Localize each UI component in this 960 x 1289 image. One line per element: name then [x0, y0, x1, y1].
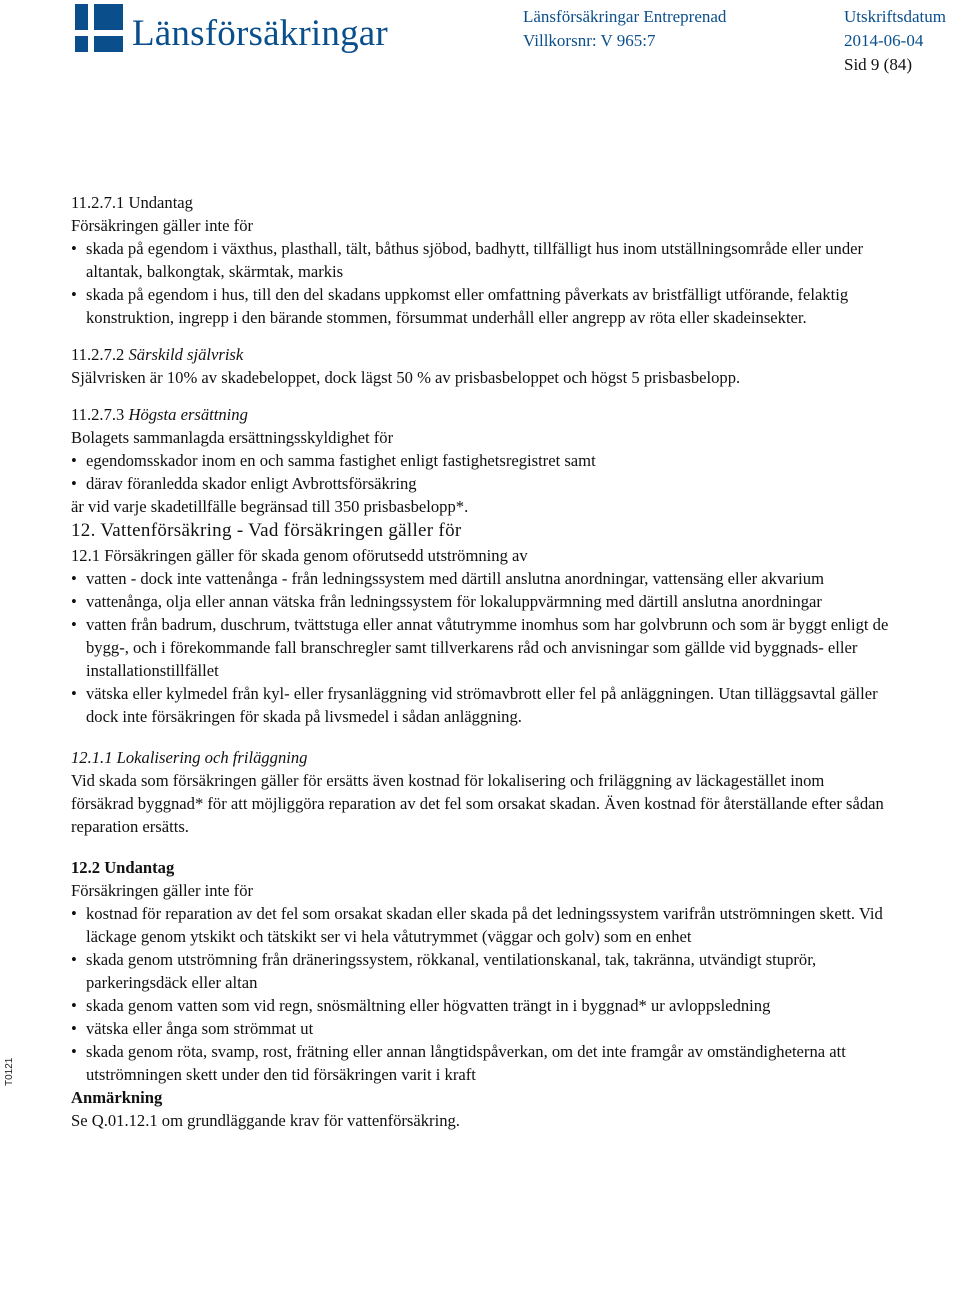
header-print-label: Utskriftsdatum	[844, 7, 946, 26]
section-title-text: Särskild självrisk	[128, 345, 244, 364]
section-outro: är vid varje skadetillfälle begränsad till 350 prisbasbelopp*.	[71, 497, 469, 516]
section-12-1	[71, 544, 891, 728]
list-item: • egendomsskador inom en och samma fastighet enligt fastighetsregistret samt	[71, 449, 891, 472]
list-item: • vätska eller kylmedel från kyl- eller frysanläggning vid strömavbrott eller fel på anläggningen. Utan tilläggsavtal gäller dock inte försäkringen för skada på livsmedel i sådan anläggning.	[71, 682, 891, 728]
section-text: Självrisken är 10% av skadebeloppet, dock lägst 50 % av prisbasbeloppet och högst 5 prisbasbelopp.	[71, 368, 741, 387]
list-item: • skada på egendom i hus, till den del skadans uppkomst eller omfattning påverkats av bristfälligt utförande, felaktig konstruktion, ingrepp i den bärande stommen, försummat underhåll eller angrepp av röta eller skadeinsekter.	[71, 283, 891, 329]
section-12-2	[71, 856, 891, 1132]
list-item: • vatten från badrum, duschrum, tvättstuga eller annat våtutrymme inomhus som har golvbrunn och som är byggt enligt de bygg-, och i förekommande fall branschregler samt tillverkarens råd och anvisningar som gällde vid byggnads- eller installationstillfället	[71, 613, 891, 682]
logo-wordmark: Länsförsäkringar	[132, 13, 388, 54]
section-intro: Försäkringen gäller inte för	[71, 881, 254, 900]
bullet-list	[71, 902, 891, 1086]
note-label: Anmärkning	[71, 1088, 163, 1107]
section-title: 12.1.1 Lokalisering och friläggning	[71, 748, 308, 767]
bullet-list	[71, 449, 891, 495]
list-item: • skada på egendom i växthus, plasthall, tält, båthus sjöbod, badhytt, tillfälligt hus inom utställningsområde eller under altantak, balkongtak, skärmtak, markis	[71, 237, 891, 283]
section-title-text: Högsta ersättning	[128, 405, 248, 424]
section-title: 11.2.7.1 Undantag	[71, 193, 193, 212]
bullet-list	[71, 567, 891, 728]
header-print-date: 2014-06-04	[844, 31, 924, 50]
section-12-1-1	[71, 746, 891, 838]
note-text: Se Q.01.12.1 om grundläggande krav för vattenförsäkring.	[71, 1111, 460, 1130]
section-title	[71, 343, 891, 366]
section-text: Vid skada som försäkringen gäller för ersätts även kostnad för lokalisering och friläggning av läckagestället inom försäkrad byggnad* för att möjliggöra reparation av det fel som orsakat skadan. Även kostnad för återställande efter sådan reparation ersätts.	[71, 771, 884, 836]
document-body	[71, 191, 891, 1132]
chapter-12-heading: 12. Vattenförsäkring - Vad försäkringen gäller för	[71, 520, 462, 541]
list-item: • vattenånga, olja eller annan vätska från ledningssystem för lokaluppvärmning med därtill anslutna anordningar	[71, 590, 891, 613]
list-item: • skada genom vatten som vid regn, snösmältning eller högvatten trängt in i byggnad* ur avloppsledning	[71, 994, 891, 1017]
logo-cross-icon	[75, 4, 123, 52]
list-item: • vatten - dock inte vattenånga - från ledningssystem med därtill anslutna anordningar, vattensäng eller akvarium	[71, 567, 891, 590]
header-page-number: Sid 9 (84)	[844, 55, 912, 74]
section-11-2-7-3	[71, 403, 891, 518]
section-title: 12.1 Försäkringen gäller för skada genom oförutsedd utströmning av	[71, 546, 528, 565]
section-11-2-7-1	[71, 191, 891, 329]
list-item: • vätska eller ånga som strömmat ut	[71, 1017, 891, 1040]
header-product: Länsförsäkringar Entreprenad	[523, 7, 727, 26]
section-number: 11.2.7.2	[71, 345, 125, 364]
list-item: • skada genom utströmning från dräneringssystem, rökkanal, ventilationskanal, tak, takränna, utvändigt stuprör, parkeringsdäck eller altan	[71, 948, 891, 994]
list-item: • därav föranledda skador enligt Avbrottsförsäkring	[71, 472, 891, 495]
list-item: • kostnad för reparation av det fel som orsakat skadan eller skada på det ledningssystem varifrån utströmningen skett. Vid läckage genom ytskikt och tätskikt ser vi hela våtutrymmet (väggar och golv) som en enhet	[71, 902, 891, 948]
side-document-code: T0121	[4, 1057, 15, 1086]
section-11-2-7-2	[71, 343, 891, 389]
section-title	[71, 403, 891, 426]
section-title: 12.2 Undantag	[71, 858, 175, 877]
header-contract-number: Villkorsnr: V 965:7	[523, 31, 656, 50]
section-number: 11.2.7.3	[71, 405, 125, 424]
bullet-list	[71, 237, 891, 329]
section-intro: Bolagets sammanlagda ersättningsskyldighet för	[71, 428, 394, 447]
section-intro: Försäkringen gäller inte för	[71, 216, 254, 235]
list-item: • skada genom röta, svamp, rost, frätning eller annan långtidspåverkan, om det inte framgår av omständigheterna att utströmningen skett under den tid försäkringen varit i kraft	[71, 1040, 891, 1086]
